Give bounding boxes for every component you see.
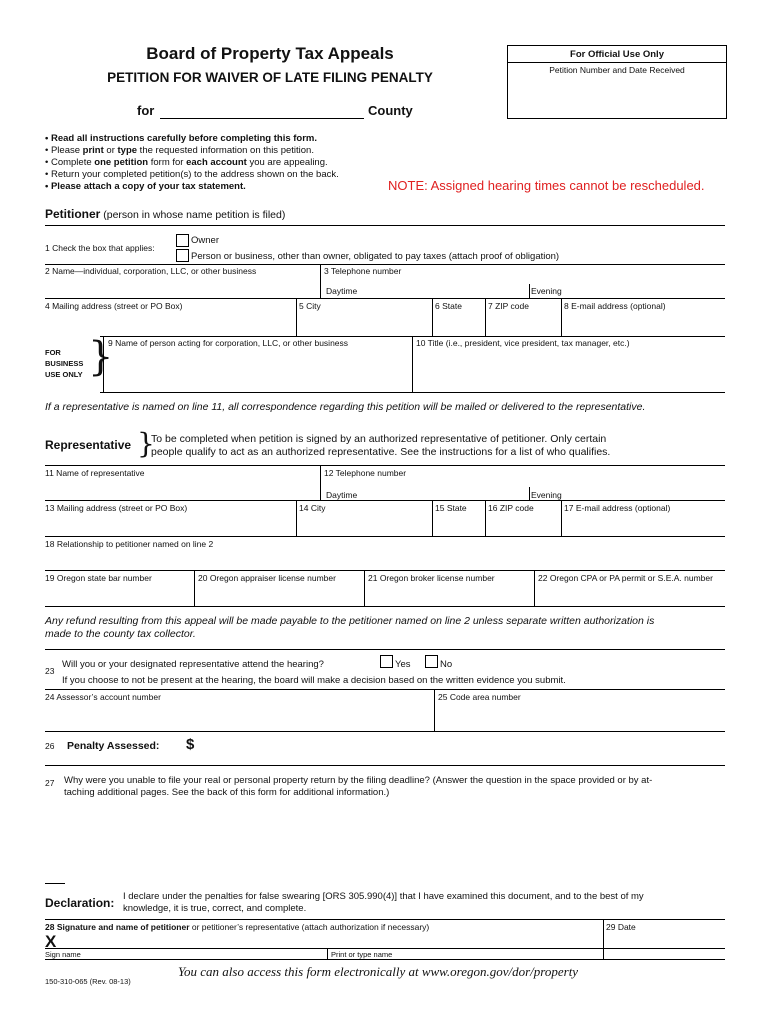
declaration-text: I declare under the penalties for false swearing [ORS 305.990(4)] that I have examined this document, and to the best of my knowledge, it is true, correct, and complete. (123, 891, 644, 914)
penalty-assessed-label: Penalty Assessed: (67, 740, 160, 752)
date-field[interactable] (608, 934, 722, 948)
line12-label: 12 Telephone number (324, 468, 407, 478)
business-brace-icon: } (88, 334, 114, 380)
line24-label: 24 Assessor’s account number (45, 692, 161, 702)
official-use-sub: Petition Number and Date Received (549, 65, 685, 75)
line22-label: 22 Oregon CPA or PA permit or S.E.A. number (538, 573, 713, 583)
county-name-field[interactable] (160, 104, 364, 119)
line28-label: 28 Signature and name of petitioner or petitioner’s representative (attach authorization if necessary) (45, 922, 430, 932)
hearing-no-checkbox[interactable] (425, 655, 438, 668)
line15-label: 15 State (435, 503, 467, 513)
line3-label: 3 Telephone number (324, 266, 402, 276)
instruction-5: • Please attach a copy of your tax statement. (45, 181, 246, 192)
representative-heading: Representative (45, 438, 132, 452)
declaration-heading: Declaration: (45, 896, 115, 910)
instruction-4: • Return your completed petition(s) to the address shown on the back. (45, 169, 339, 180)
hearing-yes-label: Yes (395, 659, 411, 670)
line16-label: 16 ZIP code (488, 503, 534, 513)
line7-label: 7 ZIP code (488, 301, 529, 311)
evening-label: Evening (531, 286, 562, 296)
line27-answer-area[interactable] (45, 802, 725, 880)
sign-name-label: Sign name (45, 950, 81, 959)
line20-label: 20 Oregon appraiser license number (198, 573, 336, 583)
line2-label: 2 Name—individual, corporation, LLC, or other business (45, 266, 257, 276)
representative-notice: If a representative is named on line 11, all correspondence regarding this petition will be mailed or delivered to the representative. (45, 401, 646, 413)
line5-label: 5 City (299, 301, 321, 311)
line27-number: 27 (45, 778, 55, 788)
form-subtitle: PETITION FOR WAIVER OF LATE FILING PENALTY (107, 70, 433, 85)
line13-label: 13 Mailing address (street or PO Box) (45, 503, 188, 513)
owner-checkbox[interactable] (176, 234, 189, 247)
line26-number: 26 (45, 741, 55, 751)
line27-question: Why were you unable to file your real or personal property return by the filing deadline? (Answer the question in the space provided or by at- taching additional pages. See the back of this form for additional information.) (64, 775, 653, 798)
official-use-title: For Official Use Only (570, 49, 664, 60)
official-use-box (507, 45, 727, 119)
instruction-2: • Please print or type the requested information on this petition. (45, 145, 314, 156)
line6-label: 6 State (435, 301, 462, 311)
owner-label: Owner (191, 235, 219, 246)
instruction-1: • Read all instructions carefully before completing this form. (45, 133, 318, 144)
hearing-no-label: No (440, 659, 453, 670)
line18-label: 18 Relationship to petitioner named on line 2 (45, 539, 214, 549)
representative-brace-icon: } (137, 427, 155, 460)
print-name-label: Print or type name (331, 950, 393, 959)
line9-label: 9 Name of person acting for corporation, LLC, or other business (108, 338, 349, 348)
signature-x-mark: X (45, 932, 57, 951)
line19-label: 19 Oregon state bar number (45, 573, 152, 583)
for-label: for (137, 103, 155, 118)
line29-label: 29 Date (606, 922, 636, 932)
representative-description: To be completed when petition is signed by an authorized representative of petitioner. Only certain people qualify to act as an authorized representative. See the instructions for a list of who qualifies. (151, 433, 611, 458)
hearing-question: Will you or your designated representative attend the hearing? (62, 659, 324, 670)
penalty-amount-field[interactable] (198, 736, 398, 754)
other-obligor-checkbox[interactable] (176, 249, 189, 262)
line23-number: 23 (45, 666, 55, 676)
instruction-3: • Complete one petition form for each account you are appealing. (45, 157, 328, 168)
line4-label: 4 Mailing address (street or PO Box) (45, 301, 183, 311)
county-label: County (368, 103, 413, 118)
electronic-access-note: You can also access this form electronically at www.oregon.gov/dor/property (178, 964, 579, 979)
other-obligor-label: Person or business, other than owner, obligated to pay taxes (attach proof of obligation) (191, 251, 560, 262)
refund-note: Any refund resulting from this appeal will be made payable to the petitioner named on line 2 unless separate written authorization is made to the county tax collector. (45, 615, 655, 640)
signature-field[interactable] (62, 934, 324, 948)
hearing-yes-checkbox[interactable] (380, 655, 393, 668)
rep-evening-label: Evening (531, 490, 562, 500)
form-title: Board of Property Tax Appeals (146, 44, 394, 63)
line10-label: 10 Title (i.e., president, vice president, tax manager, etc.) (416, 338, 630, 348)
reschedule-note: NOTE: Assigned hearing times cannot be rescheduled. (388, 178, 705, 193)
line8-label: 8 E-mail address (optional) (564, 301, 666, 311)
rep-daytime-label: Daytime (326, 490, 358, 500)
line11-label: 11 Name of representative (45, 468, 145, 478)
dollar-sign: $ (186, 736, 195, 753)
print-name-field[interactable] (330, 934, 598, 948)
line25-label: 25 Code area number (438, 692, 521, 702)
line14-label: 14 City (299, 503, 326, 513)
business-use-label: FOR BUSINESS USE ONLY (45, 348, 84, 379)
instructions-list (45, 133, 339, 193)
form-number: 150-310-065 (Rev. 08-13) (45, 977, 131, 986)
line21-label: 21 Oregon broker license number (368, 573, 495, 583)
line1-label: 1 Check the box that applies: (45, 243, 155, 253)
hearing-note: If you choose to not be present at the hearing, the board will make a decision based on the written evidence you submit. (62, 675, 566, 686)
line17-label: 17 E-mail address (optional) (564, 503, 671, 513)
daytime-label: Daytime (326, 286, 358, 296)
petitioner-heading: Petitioner (person in whose name petition is filed) (45, 207, 286, 221)
